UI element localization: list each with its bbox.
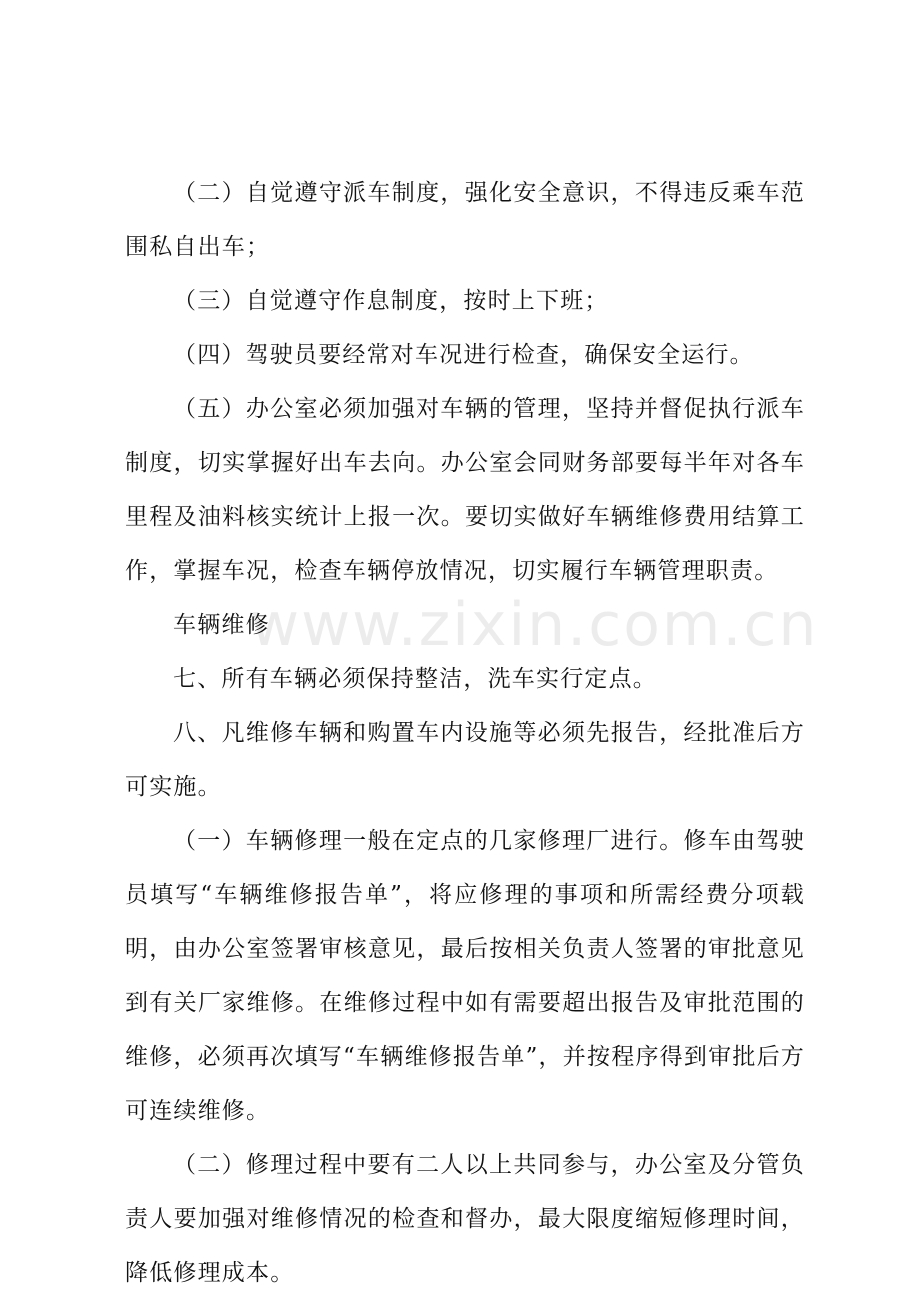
paragraph-item-eight: 八、凡维修车辆和购置车内设施等必须先报告，经批准后方可实施。 bbox=[125, 720, 805, 800]
paragraph-dispatch-rules: （二）自觉遵守派车制度，强化安全意识，不得违反乘车范围私自出车； bbox=[125, 180, 805, 260]
paragraph-office-management: （五）办公室必须加强对车辆的管理，坚持并督促执行派车制度，切实掌握好出车去向。办公室会同财务部要每半年对各车里程及油料核实统计上报一次。要切实做好车辆维修费用结算工作，掌握车况，检查车辆停放情况，切实履行车辆管理职责。 bbox=[125, 396, 805, 584]
section-heading-vehicle-maintenance: 车辆维修 bbox=[173, 612, 270, 638]
watermark: www.zixin.com.cn bbox=[250, 590, 819, 660]
paragraph-repair-procedure: （一）车辆修理一般在定点的几家修理厂进行。修车由驾驶员填写“车辆维修报告单”，将应修理的事项和所需经费分项载明，由办公室签署审核意见，最后按相关负责人签署的审批意见到有关厂家维修。在维修过程中如有需要超出报告及审批范围的维修，必须再次填写“车辆维修报告单”，并按程序得到审批后方可连续维修。 bbox=[125, 828, 805, 1124]
paragraph-repair-supervision: （二）修理过程中要有二人以上共同参与，办公室及分管负责人要加强对维修情况的检查和督办，最大限度缩短修理时间，降低修理成本。 bbox=[125, 1152, 805, 1286]
document-body bbox=[125, 166, 805, 1300]
paragraph-work-hours: （三）自觉遵守作息制度，按时上下班； bbox=[173, 288, 609, 314]
paragraph-vehicle-check: （四）驾驶员要经常对车况进行检查，确保安全运行。 bbox=[173, 342, 754, 368]
paragraph-item-seven: 七、所有车辆必须保持整洁，洗车实行定点。 bbox=[173, 666, 657, 692]
